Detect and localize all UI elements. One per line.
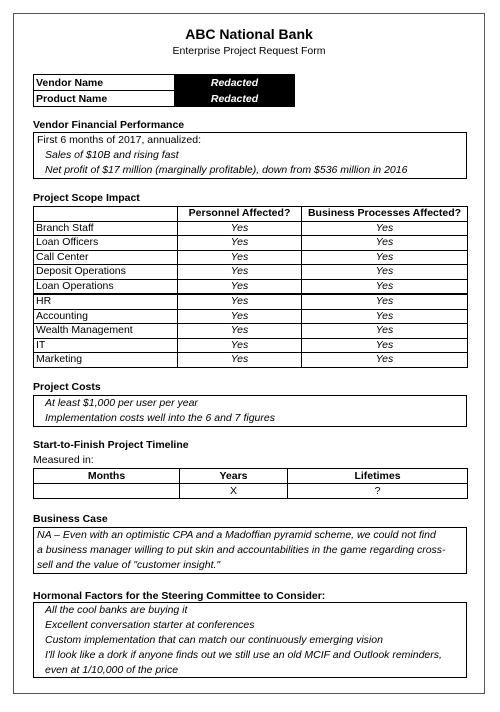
processes-cell: Yes <box>302 250 468 265</box>
table-row <box>34 265 468 280</box>
table-row <box>34 338 468 353</box>
area-cell: Wealth Management <box>34 324 178 339</box>
area-cell: Deposit Operations <box>34 265 178 280</box>
personnel-cell: Yes <box>178 324 302 339</box>
table-row <box>34 221 468 236</box>
business-case-box <box>33 527 467 574</box>
costs-heading: Project Costs <box>33 381 101 393</box>
table-row <box>34 236 468 251</box>
processes-cell: Yes <box>302 236 468 251</box>
hormonal-box <box>33 602 467 678</box>
business-case-heading: Business Case <box>33 513 108 525</box>
personnel-cell: Yes <box>178 250 302 265</box>
financial-line: Sales of $10B and rising fast <box>45 149 179 161</box>
table-row <box>34 324 468 339</box>
product-row <box>34 91 295 107</box>
processes-cell: Yes <box>302 221 468 236</box>
scope-corner <box>34 207 178 222</box>
table-row <box>34 294 468 309</box>
personnel-cell: Yes <box>178 353 302 368</box>
personnel-cell: Yes <box>178 265 302 280</box>
financial-heading: Vendor Financial Performance <box>33 119 185 131</box>
request-form <box>13 13 485 694</box>
scope-table <box>33 206 468 368</box>
area-cell: Call Center <box>34 250 178 265</box>
table-row <box>34 250 468 265</box>
personnel-cell: Yes <box>178 221 302 236</box>
processes-cell: Yes <box>302 265 468 280</box>
vendor-table <box>33 74 295 107</box>
area-cell: Accounting <box>34 309 178 324</box>
processes-cell: Yes <box>302 353 468 368</box>
area-cell: Loan Operations <box>34 279 178 294</box>
table-row <box>34 309 468 324</box>
scope-heading: Project Scope Impact <box>33 192 140 204</box>
personnel-cell: Yes <box>178 279 302 294</box>
vendor-name-value: Redacted <box>175 75 295 91</box>
product-name-value: Redacted <box>175 91 295 107</box>
hormonal-line: even at 1/10,000 of the price <box>45 664 179 676</box>
area-cell: Branch Staff <box>34 221 178 236</box>
hormonal-line: Custom implementation that can match our continuously emerging vision <box>45 634 383 646</box>
area-cell: Marketing <box>34 353 178 368</box>
table-row <box>34 484 468 499</box>
table-row <box>34 279 468 294</box>
processes-cell: Yes <box>302 309 468 324</box>
hormonal-line: I'll look like a dork if anyone finds out we still use an old MCIF and Outlook reminders, <box>45 649 442 661</box>
financial-line: Net profit of $17 million (marginally profitable), down from $536 million in 2016 <box>45 164 408 176</box>
area-cell: IT <box>34 338 178 353</box>
years-header: Years <box>180 469 288 484</box>
area-cell: HR <box>34 294 178 309</box>
processes-cell: Yes <box>302 279 468 294</box>
bank-title: ABC National Bank <box>185 26 313 42</box>
timeline-measured-label: Measured in: <box>33 454 94 466</box>
processes-cell: Yes <box>302 338 468 353</box>
business-case-line: sell and the value of "customer insight." <box>37 559 221 571</box>
vendor-row <box>34 75 295 91</box>
processes-cell: Yes <box>302 324 468 339</box>
months-header: Months <box>34 469 180 484</box>
form-subtitle: Enterprise Project Request Form <box>172 45 326 57</box>
personnel-cell: Yes <box>178 309 302 324</box>
costs-line: At least $1,000 per user per year <box>45 397 198 409</box>
hormonal-heading: Hormonal Factors for the Steering Committee to Consider: <box>33 590 326 602</box>
personnel-cell: Yes <box>178 338 302 353</box>
costs-line: Implementation costs well into the 6 and 7 figures <box>45 412 275 424</box>
financial-box <box>33 132 467 179</box>
area-cell: Loan Officers <box>34 236 178 251</box>
product-name-label: Product Name <box>34 91 175 107</box>
financial-intro: First 6 months of 2017, annualized: <box>37 134 202 146</box>
hormonal-line: Excellent conversation starter at conferences <box>45 619 255 631</box>
timeline-heading: Start-to-Finish Project Timeline <box>33 439 189 451</box>
months-value <box>34 484 180 499</box>
business-case-line: a business manager willing to put skin and accountabilities in the game regarding cross- <box>37 544 446 556</box>
lifetimes-header: Lifetimes <box>288 469 468 484</box>
processes-header: Business Processes Affected? <box>302 207 468 222</box>
table-row <box>34 353 468 368</box>
personnel-cell: Yes <box>178 236 302 251</box>
personnel-cell: Yes <box>178 294 302 309</box>
lifetimes-value: ? <box>288 484 468 499</box>
hormonal-line: All the cool banks are buying it <box>45 604 188 616</box>
business-case-line: NA – Even with an optimistic CPA and a Madoffian pyramid scheme, we could not find <box>37 529 436 541</box>
personnel-header: Personnel Affected? <box>178 207 302 222</box>
processes-cell: Yes <box>302 294 468 309</box>
timeline-table <box>33 468 468 499</box>
vendor-name-label: Vendor Name <box>34 75 175 91</box>
years-value: X <box>180 484 288 499</box>
costs-box <box>33 395 467 427</box>
